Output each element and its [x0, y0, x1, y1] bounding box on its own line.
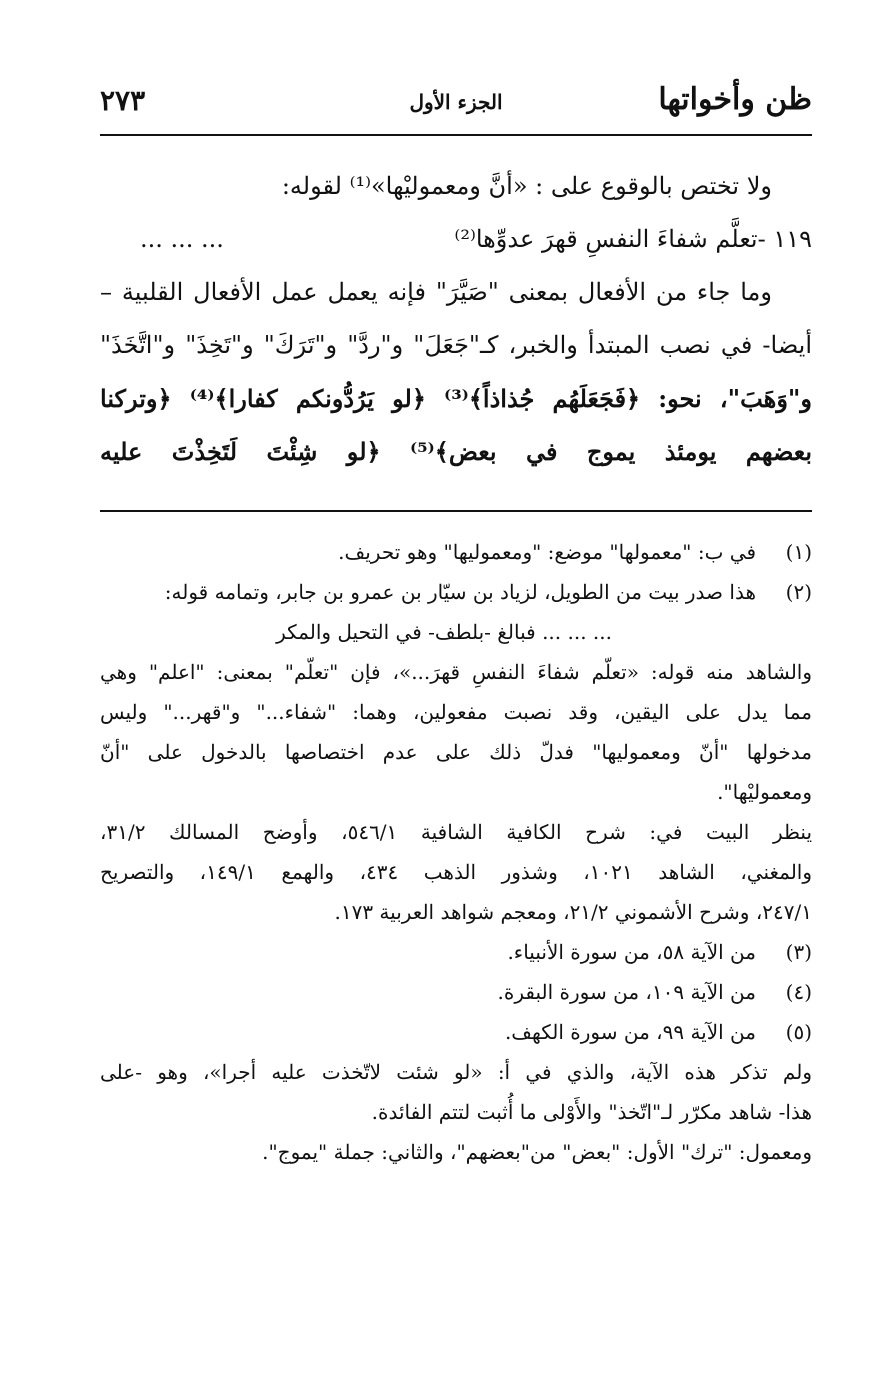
footnotes	[100, 532, 812, 1172]
footnote	[100, 572, 812, 612]
text-line: أيضا- في نصب المبتدأ والخبر، كـ"جَعَلَ" و"ردَّ" و"تَرَكَ" و"تَخِذَ" و"اتَّخَذَ"	[100, 331, 812, 359]
text-line: وما جاء من الأفعال بمعنى "صَيَّرَ" فإنه يعمل عمل الأفعال القلبية –	[100, 278, 772, 306]
text-line: ولا تختص بالوقوع على : «أنَّ ومعموليْها»⁽¹⁾ لقوله:	[281, 172, 772, 200]
footnote	[100, 932, 812, 972]
footnote-line: ولم تذكر هذه الآية، والذي في أ: «لو شئت لاتّخذت عليه أجرا»، وهو -على	[100, 1060, 812, 1084]
footnote-line: ينظر البيت في: شرح الكافية الشافية ٥٤٦/١، وأوضح المسالك ٣١/٢،	[100, 820, 812, 844]
header-rule	[100, 134, 812, 136]
footnote-verse: ... ... ... فبالغ -بلطف- في التحيل والمكر	[276, 620, 612, 644]
footnote	[100, 532, 812, 572]
footnote-text: من الآية ٩٩، من سورة الكهف.	[504, 1020, 756, 1044]
footnote-line: مدخولها "أنّ ومعموليها" فدلّ ذلك على عدم اختصاصها بالدخول على "أنّ	[100, 740, 812, 764]
verse-text: ١١٩ -تعلَّم شفاءَ النفسِ قهرَ عدوِّها⁽²⁾	[454, 225, 812, 253]
footnote	[100, 1012, 812, 1052]
verse-ellipsis: ... ... ...	[140, 225, 224, 253]
volume-label: الجزء الأول	[409, 90, 503, 114]
verse-line	[100, 213, 812, 266]
quran-line: بعضهم يومئذ يموج في بعض﴾⁽⁵⁾ ﴿لو شِئْتَ لَتَخِذْتَ عليه	[100, 437, 812, 466]
footnote-line: ٢٤٧/١، وشرح الأشموني ٢١/٢، ومعجم شواهد العربية ١٧٣.	[334, 900, 812, 924]
footnote-number: (٢)	[785, 580, 812, 604]
running-header	[100, 78, 812, 128]
footnote-line: مما يدل على اليقين، وقد نصبت مفعولين، وهما: "شفاء..." و"قهر..." وليس	[100, 700, 812, 724]
footnote-line: والشاهد منه قوله: «تعلّم شفاءَ النفسِ قهرَ...»، فإن "تعلّم" بمعنى: "اعلم" وهي	[100, 660, 812, 684]
footnote-text: هذا صدر بيت من الطويل، لزياد بن سيّار بن عمرو بن جابر، وتمامه قوله:	[164, 580, 756, 604]
footnote-line: ومعموليْها".	[717, 780, 812, 804]
footnote-number: (١)	[785, 540, 812, 564]
chapter-title: ظن وأخواتها	[658, 82, 812, 117]
footnote-line: ومعمول: "ترك" الأول: "بعض" من"بعضهم"، والثاني: جملة "يموج".	[262, 1140, 812, 1164]
main-text	[100, 160, 812, 478]
footnote-text: من الآية ١٠٩، من سورة البقرة.	[497, 980, 756, 1004]
footnote-line: هذا- شاهد مكرّر لـ"اتّخذ" والأَوْلى ما أُثبت لتتم الفائدة.	[371, 1100, 812, 1124]
footnote-text: في ب: "معمولها" موضع: "ومعموليها" وهو تحريف.	[338, 540, 756, 564]
footnote-number: (٥)	[785, 1020, 812, 1044]
quran-line: و"وَهَبَ"، نحو: ﴿فَجَعَلَهُم جُذاذاً﴾⁽³⁾ ﴿لو يَرُدُّونكم كفارا﴾⁽⁴⁾ ﴿وتركنا	[100, 384, 812, 413]
footnote-line: والمغني، الشاهد ١٠٢١، وشذور الذهب ٤٣٤، والهمع ١٤٩/١، والتصريح	[100, 860, 812, 884]
footnote-number: (٤)	[785, 980, 812, 1004]
footnote-text: من الآية ٥٨، من سورة الأنبياء.	[507, 940, 756, 964]
page-number: ٢٧٣	[100, 84, 146, 117]
footnote	[100, 972, 812, 1012]
footnote-separator	[100, 510, 812, 512]
footnote-number: (٣)	[785, 940, 812, 964]
